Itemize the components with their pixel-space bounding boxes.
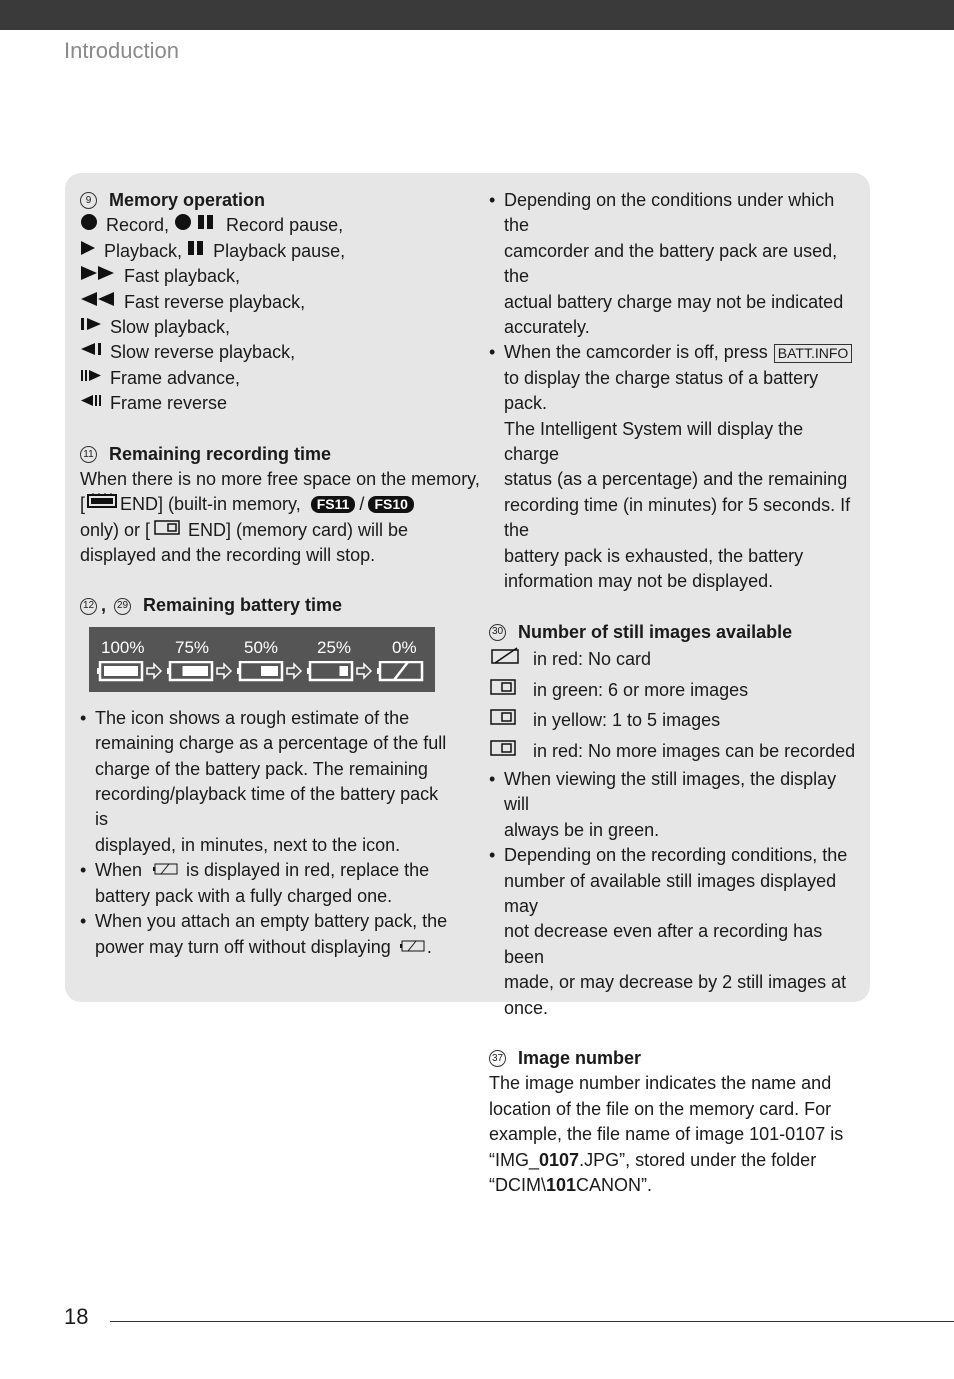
battery-icon-4 — [377, 662, 422, 680]
memory-row-record: Record, Record pause, — [80, 213, 450, 238]
item-number: 37 — [489, 1050, 506, 1067]
arrow-right-icon — [287, 664, 301, 678]
fs11-badge: FS11 — [311, 496, 356, 513]
record-icon — [80, 213, 98, 238]
memory-row-playback: Playback, Playback pause, — [80, 239, 450, 264]
still-row-no-card: in red: No card — [489, 645, 859, 676]
remaining-battery-heading: 12 , 29 Remaining battery time — [80, 593, 450, 618]
fast-forward-icon — [80, 264, 116, 289]
battery-pct-0: 0% — [392, 637, 417, 657]
memory-card-icon — [489, 678, 527, 703]
battery-bullet-3: • When you attach an empty battery pack, the power may turn off without displaying . — [80, 909, 450, 960]
empty-battery-icon — [399, 935, 425, 960]
stills-bullet-1: • When viewing the still images, the display will always be in green. — [489, 768, 837, 840]
footer-rule — [110, 1321, 954, 1322]
arrow-right-icon — [217, 664, 231, 678]
built-in-memory-icon — [87, 492, 117, 517]
batt-info-bullet: • When the camcorder is off, press BATT.INFO to display the charge status of a battery pack. The Intelligent System will display the charge status (as a percentage) and the remaining recording time (in minutes) for 5 seconds. If the battery pack is exhausted, the battery information may not be displayed. — [489, 340, 859, 594]
frame-reverse-icon — [80, 391, 102, 416]
still-row-yellow: in yellow: 1 to 5 images — [489, 706, 859, 737]
memory-card-icon — [489, 739, 527, 764]
still-row-green: in green: 6 or more images — [489, 675, 859, 706]
memory-card-icon — [154, 518, 180, 543]
battery-accuracy-bullet: • Depending on the conditions under which the camcorder and the battery pack are used, the actual battery charge may not be indicated accurately. — [489, 190, 844, 338]
record-pause-icon — [174, 213, 218, 238]
battery-bullet-1: • The icon shows a rough estimate of the remaining charge as a percentage of the full charge of the battery pack. The remaining recording/playback time of the battery pack is displayed, in minutes, next to the icon. — [80, 707, 447, 855]
memory-card-icon — [489, 708, 527, 733]
item-number: 29 — [114, 598, 131, 615]
memory-row-fast-play: Fast playback, — [80, 264, 450, 289]
memory-row-fast-reverse: Fast reverse playback, — [80, 290, 450, 315]
stills-bullet-2: • Depending on the recording conditions, the number of available still images displayed may not decrease even after a recording has been made, or may decrease by 2 still images at once. — [489, 845, 848, 1018]
image-number-line-5: “DCIM\ 101 CANON”. — [489, 1174, 653, 1195]
right-column — [489, 188, 859, 1198]
remaining-rec-line-4: displayed and the recording will stop. — [80, 545, 376, 566]
remaining-rec-line-1: When there is no more free space on the memory, — [80, 468, 480, 489]
memory-row-frame-advance: Frame advance, — [80, 366, 450, 391]
battery-level-legend — [89, 627, 435, 692]
item-number: 30 — [489, 624, 506, 641]
item-number: 12 — [80, 598, 97, 615]
pause-icon — [187, 239, 205, 264]
slow-reverse-icon — [80, 340, 102, 365]
empty-battery-icon — [152, 858, 178, 883]
battery-icon-2 — [237, 662, 282, 680]
battery-icons — [97, 661, 429, 685]
image-number-line-3: example, the file name of image 101-0107 is — [489, 1124, 844, 1145]
no-card-icon — [489, 647, 527, 672]
item-number: 9 — [80, 192, 97, 209]
left-column — [80, 188, 480, 960]
fs10-badge: FS10 — [368, 496, 413, 513]
battery-pct-100: 100% — [101, 637, 145, 657]
play-icon — [80, 239, 96, 264]
remaining-rec-line-2: [ END] (built-in memory, FS11 / FS10 — [80, 492, 450, 517]
slow-play-icon — [80, 315, 102, 340]
battery-pct-50: 50% — [244, 637, 279, 657]
battery-icon-0 — [97, 662, 142, 680]
arrow-right-icon — [357, 664, 371, 678]
batt-info-button-label: BATT.INFO — [774, 344, 853, 363]
image-number-heading: 37 Image number — [489, 1046, 859, 1071]
arrow-right-icon — [147, 664, 161, 678]
battery-bullet-2: • When is displayed in red, replace the battery pack with a fully charged one. — [80, 860, 430, 906]
image-number-line-4: “IMG_ 0107 .JPG”, stored under the folder — [489, 1149, 817, 1170]
image-number-line-1: The image number indicates the name and — [489, 1073, 832, 1094]
top-bar — [0, 0, 954, 30]
memory-row-slow-reverse: Slow reverse playback, — [80, 340, 450, 365]
remaining-recording-heading: 11 Remaining recording time — [80, 442, 450, 467]
memory-row-frame-reverse: Frame reverse — [80, 391, 450, 416]
page-number: 18 — [64, 1304, 89, 1329]
battery-pct-75: 75% — [175, 637, 210, 657]
battery-icon-1 — [167, 662, 212, 680]
memory-row-slow-play: Slow playback, — [80, 315, 450, 340]
item-number: 11 — [80, 446, 97, 463]
remaining-rec-line-3: only) or [ END] (memory card) will be — [80, 518, 450, 543]
still-images-heading: 30 Number of still images available — [489, 620, 859, 645]
image-number-line-2: location of the file on the memory card. For — [489, 1098, 832, 1119]
frame-advance-icon — [80, 366, 102, 391]
section-title: Introduction — [64, 38, 179, 63]
memory-operation-heading: 9 Memory operation — [80, 188, 450, 213]
rewind-icon — [80, 290, 116, 315]
still-row-red: in red: No more images can be recorded — [489, 736, 859, 767]
battery-pct-25: 25% — [317, 637, 352, 657]
battery-icon-3 — [307, 662, 352, 680]
